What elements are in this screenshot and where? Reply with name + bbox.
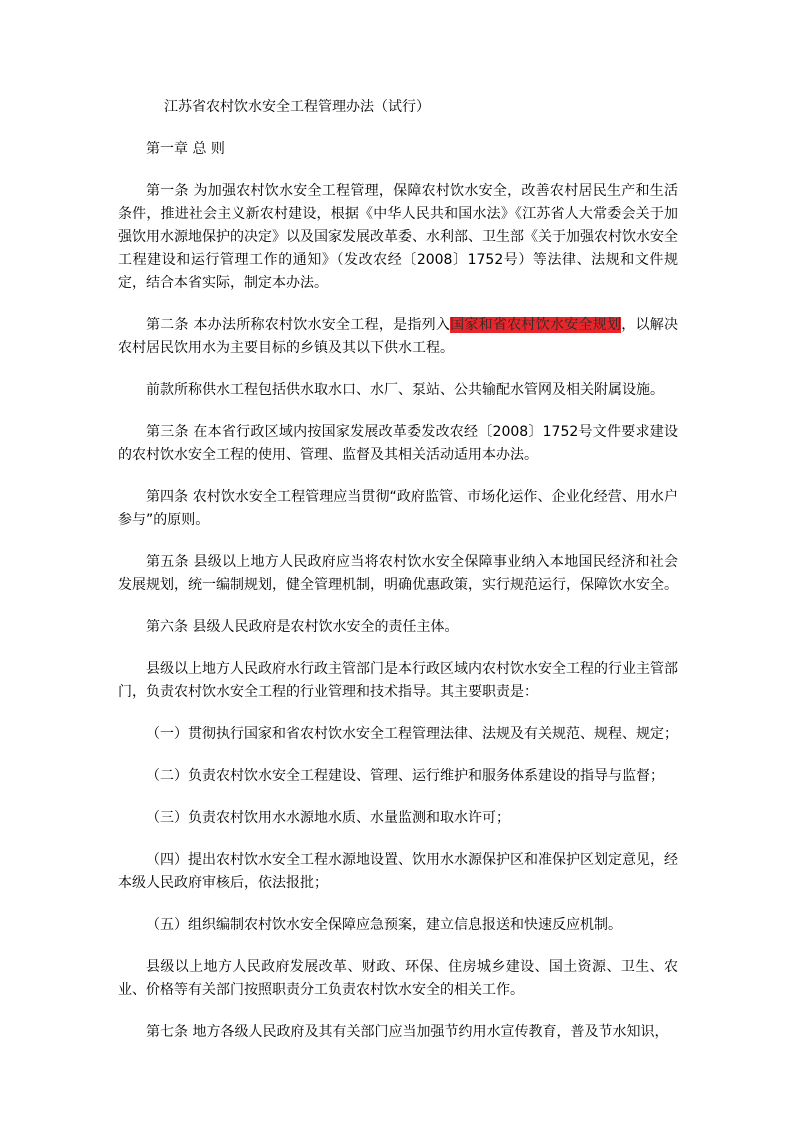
article-5: 第五条 县级以上地方人民政府应当将农村饮水安全保障事业纳入本地国民经济和社会发展规划，统一编制规划，健全管理机制，明确优惠政策，实行规范运行，保障饮水安全。 <box>118 554 678 593</box>
article-4: 第四条 农村饮水安全工程管理应当贯彻“政府监管、市场化运作、企业化经营、用水户参与”的原则。 <box>118 489 678 528</box>
article-2 <box>118 314 678 360</box>
article-3: 第三条 在本省行政区域内按国家发展改革委发改农经〔2008〕1752号文件要求建设的农村饮水安全工程的使用、管理、监督及其相关活动适用本办法。 <box>118 424 678 463</box>
document-title: 江苏省农村饮水安全工程管理办法（试行） <box>164 99 430 115</box>
article-6-item-2: （二）负责农村饮水安全工程建设、管理、运行维护和服务体系建设的指导与监督； <box>146 768 664 784</box>
article-6-item-5: （五）组织编制农村饮水安全保障应急预案，建立信息报送和快速反应机制。 <box>146 917 622 933</box>
article-6-item-3: （三）负责农村饮用水水源地水质、水量监测和取水许可； <box>146 810 510 826</box>
highlighted-text: 国家和省农村饮水安全规划 <box>450 317 622 333</box>
article-2-paragraph-2: 前款所称供水工程包括供水取水口、水厂、泵站、公共输配水管网及相关附属设施。 <box>146 382 664 398</box>
article-1: 第一条 为加强农村饮水安全工程管理，保障农村饮水安全，改善农村居民生产和生活条件，推进社会主义新农村建设，根据《中华人民共和国水法》《江苏省人大常委会关于加强饮用水源地保护的决定》以及国家发展改革委、水利部、卫生部《关于加强农村饮水安全工程建设和运行管理工作的通知》（发改农经〔2008〕1752号）等法律、法规和文件规定，结合本省实际，制定本办法。 <box>118 183 678 291</box>
article-2-text-before: 第二条 本办法所称农村饮水安全工程，是指列入 <box>146 317 451 333</box>
article-7: 第七条 地方各级人民政府及其有关部门应当加强节约用水宣传教育，普及节水知识， <box>146 1024 669 1040</box>
chapter-heading: 第一章 总 则 <box>146 141 225 157</box>
document-page <box>118 96 678 1063</box>
article-6-item-4: （四）提出农村饮水安全工程水源地设置、饮用水水源保护区和准保护区划定意见，经本级人民政府审核后，依法报批； <box>118 852 678 891</box>
article-6-paragraph-2: 县级以上地方人民政府水行政主管部门是本行政区域内农村饮水安全工程的行业主管部门，负责农村饮水安全工程的行业管理和技术指导。其主要职责是： <box>118 661 678 700</box>
article-6-paragraph-3: 县级以上地方人民政府发展改革、财政、环保、住房城乡建设、国土资源、卫生、农业、价格等有关部门按照职责分工负责农村饮水安全的相关工作。 <box>118 959 678 998</box>
article-6: 第六条 县级人民政府是农村饮水安全的责任主体。 <box>146 619 459 635</box>
article-2-text-after: ，以解决农村居民饮用水为主要目标的乡镇及其以下供水工程。 <box>118 317 679 356</box>
article-6-item-1: （一）贯彻执行国家和省农村饮水安全工程管理法律、法规及有关规范、规程、规定； <box>146 726 678 742</box>
